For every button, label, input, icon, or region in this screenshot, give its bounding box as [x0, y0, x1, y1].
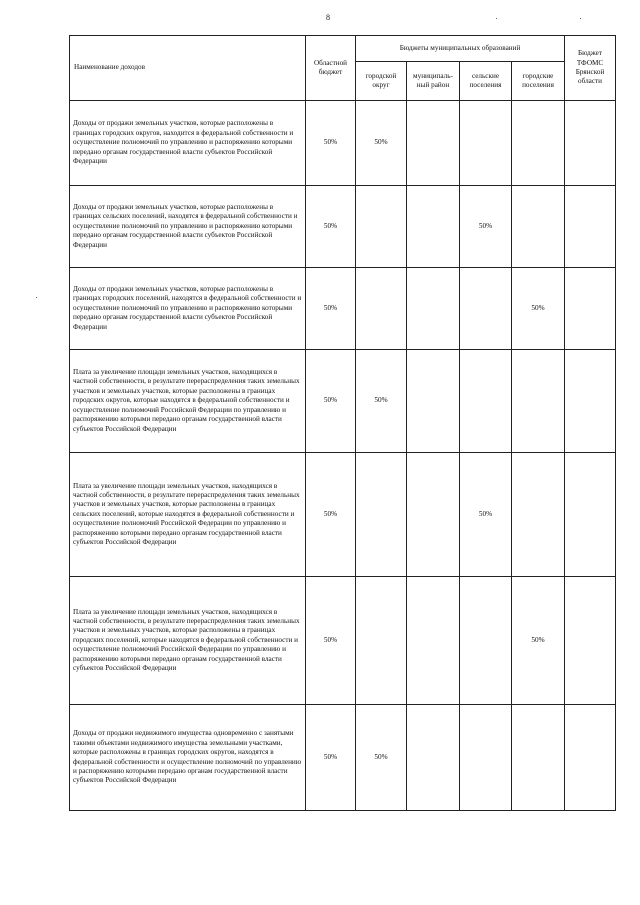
share-cell-municipal-district	[407, 577, 460, 705]
header-urban-settlements: городские поселения	[512, 62, 565, 101]
share-cell-rural-settlements	[460, 577, 512, 705]
share-cell-tfoms	[565, 350, 616, 453]
share-cell-municipal-district	[407, 350, 460, 453]
share-cell-urban-settlements	[512, 101, 565, 186]
share-cell-urban-settlements: 50%	[512, 577, 565, 705]
scan-speck	[496, 18, 497, 19]
share-cell-city-district	[356, 453, 407, 577]
share-cell-urban-settlements	[512, 705, 565, 811]
table-row	[70, 350, 616, 453]
share-cell-urban-settlements	[512, 186, 565, 268]
share-cell-city-district: 50%	[356, 101, 407, 186]
share-cell-municipal-district	[407, 186, 460, 268]
share-cell-municipal-district	[407, 268, 460, 350]
share-cell-tfoms	[565, 268, 616, 350]
revenue-name-cell: Плата за увеличение площади земельных участков, находящихся в частной собственности, в результате перераспределения таких земельных участков и земельных участков, которые расположены в границах городских округов, которые находятся в федеральной собственности и осуществление полномочий Российской Федерации по управлению и распоряжению которыми передано органам государственной власти субъектов Российской Федерации	[70, 350, 306, 453]
share-cell-tfoms	[565, 453, 616, 577]
share-cell-urban-settlements	[512, 350, 565, 453]
share-cell-city-district: 50%	[356, 705, 407, 811]
header-regional-budget: Областной бюджет	[306, 36, 356, 101]
share-cell-regional: 50%	[306, 577, 356, 705]
share-cell-rural-settlements	[460, 101, 512, 186]
scan-speck	[580, 18, 581, 19]
share-cell-regional: 50%	[306, 268, 356, 350]
revenue-name-cell: Плата за увеличение площади земельных участков, находящихся в частной собственности, в результате перераспределения таких земельных участков и земельных участков, которые расположены в границах городских поселений, которые находятся в федеральной собственности и осуществление полномочий Российской Федерации по управлению и распоряжению которыми передано органам государственной власти субъектов Российской Федерации	[70, 577, 306, 705]
header-municipal-district: муниципаль-ный район	[407, 62, 460, 101]
revenue-name-cell: Доходы от продажи земельных участков, которые расположены в границах городских поселений, находятся в федеральной собственности и осуществление полномочий по управлению и распоряжению которыми передано органам государственной власти субъектов Российской Федерации	[70, 268, 306, 350]
share-cell-tfoms	[565, 186, 616, 268]
share-cell-rural-settlements	[460, 705, 512, 811]
share-cell-rural-settlements	[460, 268, 512, 350]
revenue-name-cell: Доходы от продажи недвижимого имущества одновременно с занятыми такими объектами недвижимого имущества земельными участками, которые расположены в границах городских округов, находятся в федеральной собственности и осуществление полномочий по управлению и распоряжению которыми передано органам государственной власти субъектов Российской Федерации	[70, 705, 306, 811]
share-cell-municipal-district	[407, 453, 460, 577]
share-cell-tfoms	[565, 577, 616, 705]
share-cell-city-district	[356, 577, 407, 705]
share-cell-tfoms	[565, 705, 616, 811]
share-cell-city-district	[356, 186, 407, 268]
table-row	[70, 186, 616, 268]
share-cell-regional: 50%	[306, 350, 356, 453]
share-cell-city-district	[356, 268, 407, 350]
header-row-top	[70, 36, 616, 62]
table-row	[70, 453, 616, 577]
revenue-name-cell: Плата за увеличение площади земельных участков, находящихся в частной собственности, в результате перераспределения таких земельных участков и земельных участков, которые расположены в границах сельских поселений, которые находятся в федеральной собственности и осуществление полномочий Российской Федерации по управлению и распоряжению которыми передано органам государственной власти субъектов Российской Федерации	[70, 453, 306, 577]
table-row	[70, 268, 616, 350]
header-municipal-budgets: Бюджеты муниципальных образований	[356, 36, 565, 62]
share-cell-urban-settlements	[512, 453, 565, 577]
share-cell-tfoms	[565, 101, 616, 186]
header-city-district: городской округ	[356, 62, 407, 101]
header-revenue-name: Наименование доходов	[70, 36, 306, 101]
revenue-distribution-table	[69, 35, 616, 811]
share-cell-rural-settlements: 50%	[460, 186, 512, 268]
share-cell-municipal-district	[407, 705, 460, 811]
share-cell-municipal-district	[407, 101, 460, 186]
share-cell-rural-settlements	[460, 350, 512, 453]
table-row	[70, 577, 616, 705]
revenue-name-cell: Доходы от продажи земельных участков, которые расположены в границах сельских поселений, находятся в федеральной собственности и осуществление полномочий по управлению и распоряжению которыми передано органам государственной власти субъектов Российской Федерации	[70, 186, 306, 268]
page-number: 8	[326, 13, 330, 22]
scan-speck	[36, 297, 37, 298]
table-row	[70, 705, 616, 811]
share-cell-regional: 50%	[306, 186, 356, 268]
table-body	[70, 101, 616, 811]
revenue-name-cell: Доходы от продажи земельных участков, которые расположены в границах городских округов, находится в федеральной собственности и осуществление полномочий по управлению и распоряжению которыми передано органам государственной власти субъектов Российской Федерации	[70, 101, 306, 186]
share-cell-urban-settlements: 50%	[512, 268, 565, 350]
table-row	[70, 101, 616, 186]
share-cell-regional: 50%	[306, 705, 356, 811]
share-cell-regional: 50%	[306, 453, 356, 577]
share-cell-regional: 50%	[306, 101, 356, 186]
header-tfoms-budget: Бюджет ТФОМС Брянской области	[565, 36, 616, 101]
share-cell-city-district: 50%	[356, 350, 407, 453]
header-rural-settlements: сельские поселения	[460, 62, 512, 101]
share-cell-rural-settlements: 50%	[460, 453, 512, 577]
